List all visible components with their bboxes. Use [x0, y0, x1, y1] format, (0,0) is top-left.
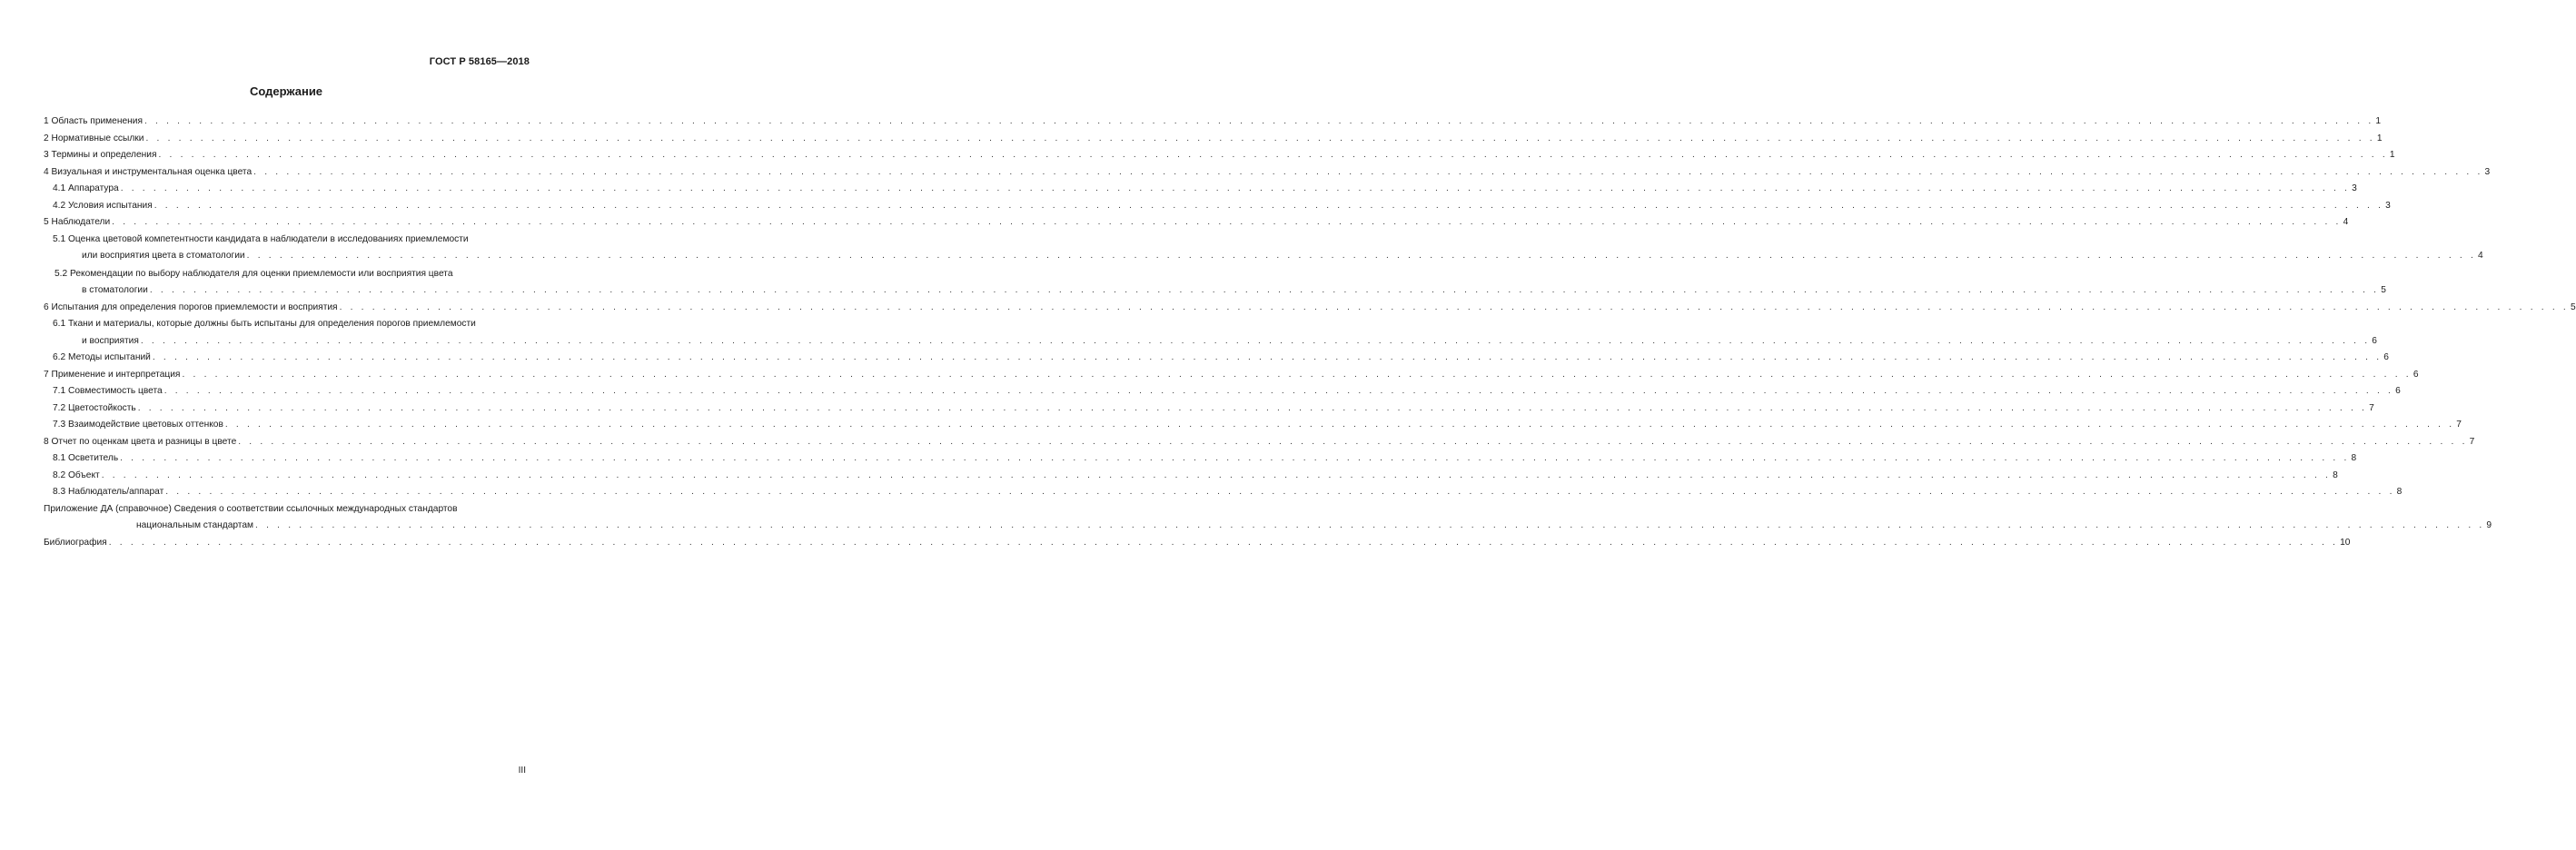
toc-entry-page: 8 — [2351, 453, 2357, 463]
toc-entry-label: 7 Применение и интерпретация — [44, 369, 181, 380]
dot-leader: . . . . . . . . . . . . . . . . . . . . . . . . . . . . . . . . . . . . . . . . . . . . . . . . . . . . . . . . . . . . . . . . . . . . . . . . . . . . . . . . . . . . . . . . . . . . . . . . . . . . . . . . . . . . . . . . . . . . . . . . . . . . . . . . . . . . . . . . . . . . . . . . . . . . . . . . . . . . . . . . . . . . . . . . . . . . . . . . . . . . . . . . . . . . . . . . . . . . . . . . . . . . — [120, 183, 2351, 193]
toc-entry-page: 1 — [2375, 116, 2382, 126]
toc-entry-label: Библиография — [44, 537, 107, 548]
toc-entry-page: 1 — [2389, 150, 2395, 160]
dot-leader: . . . . . . . . . . . . . . . . . . . . . . . . . . . . . . . . . . . . . . . . . . . . . . . . . . . . . . . . . . . . . . . . . . . . . . . . . . . . . . . . . . . . . . . . . . . . . . . . . . . . . . . . . . . . . . . . . . . . . . . . . . . . . . . . . . . . . . . . . . . . . . . . . . . . . . . . . . . . . . . . . . . . . . . . . . . . . . . . . . . . . . . . . . . . . . . . . . . . . . . . . . . . — [255, 520, 2485, 530]
toc-entry-4-2[interactable] — [44, 198, 2391, 215]
toc-entry-6-1[interactable] — [44, 316, 2377, 350]
toc-entry-page: 7 — [2369, 402, 2374, 413]
toc-entry-page: 6 — [2383, 352, 2389, 362]
dot-leader: . . . . . . . . . . . . . . . . . . . . . . . . . . . . . . . . . . . . . . . . . . . . . . . . . . . . . . . . . . . . . . . . . . . . . . . . . . . . . . . . . . . . . . . . . . . . . . . . . . . . . . . . . . . . . . . . . . . . . . . . . . . . . . . . . . . . . . . . . . . . . . . . . . . . . . . . . . . . . . . . . . . . . . . . . . . . . . . . . . . . . . . . . . . . . . . . . . . . . . . . . . . . — [165, 487, 2395, 497]
toc-entry-label: в стоматологии — [82, 285, 148, 295]
toc-entry-label: 5 Наблюдатели — [44, 217, 111, 227]
toc-entry-page: 6 — [2372, 335, 2377, 346]
toc-entry-label: 7.3 Взаимодействие цветовых оттенков — [53, 420, 223, 430]
toc-entry-label: 3 Термины и определения — [44, 150, 157, 160]
toc-entry-first-line: 5.2 Рекомендации по выбору наблюдателя для оценки приемлемости или восприятия цвета — [54, 268, 453, 279]
toc-entry-page: 6 — [2413, 369, 2419, 380]
dot-leader: . . . . . . . . . . . . . . . . . . . . . . . . . . . . . . . . . . . . . . . . . . . . . . . . . . . . . . . . . . . . . . . . . . . . . . . . . . . . . . . . . . . . . . . . . . . . . . . . . . . . . . . . . . . . . . . . . . . . . . . . . . . . . . . . . . . . . . . . . . . . . . . . . . . . . . . . . . . . . . . . . . . . . . . . . . . . . . . . . . . . . . . . . . . . . . . . . . . . . . . . . . . . — [158, 150, 2388, 160]
toc-entry-page: 4 — [2343, 217, 2349, 227]
dot-leader: . . . . . . . . . . . . . . . . . . . . . . . . . . . . . . . . . . . . . . . . . . . . . . . . . . . . . . . . . . . . . . . . . . . . . . . . . . . . . . . . . . . . . . . . . . . . . . . . . . . . . . . . . . . . . . . . . . . . . . . . . . . . . . . . . . . . . . . . . . . . . . . . . . . . . . . . . . . . . . . . . . . . . . . . . . . . . . . . . . . . . . . . . . . . . . . . . . . . . . . . . . . . — [152, 352, 2383, 362]
toc-entry-label: 2 Нормативные ссылки — [44, 133, 144, 143]
toc-entry-5[interactable] — [44, 214, 2349, 232]
toc-entry-label: 8 Отчет по оценкам цвета и разницы в цвете — [44, 436, 237, 447]
toc-entry-label: 8.2 Объект — [53, 469, 100, 480]
toc-entry-label: и восприятия — [82, 335, 139, 346]
toc-entry-label: 6.2 Методы испытаний — [53, 352, 151, 362]
toc-entry-page: 8 — [2396, 487, 2403, 497]
toc-entry-7-3[interactable] — [44, 417, 2462, 434]
toc-entry-page: 8 — [2333, 469, 2338, 480]
document-code: ГОСТ Р 58165—2018 — [429, 56, 530, 67]
toc-entry-page: 1 — [2376, 133, 2383, 143]
dot-leader: . . . . . . . . . . . . . . . . . . . . . . . . . . . . . . . . . . . . . . . . . . . . . . . . . . . . . . . . . . . . . . . . . . . . . . . . . . . . . . . . . . . . . . . . . . . . . . . . . . . . . . . . . . . . . . . . . . . . . . . . . . . . . . . . . . . . . . . . . . . . . . . . . . . . . . . . . . . . . . . . . . . . . . . . . . . . . . . . . . . . . . . . . . . . . . . . . . . . . . . . . . . . — [140, 335, 2371, 346]
toc-entry-8-3[interactable] — [44, 484, 2403, 501]
dot-leader: . . . . . . . . . . . . . . . . . . . . . . . . . . . . . . . . . . . . . . . . . . . . . . . . . . . . . . . . . . . . . . . . . . . . . . . . . . . . . . . . . . . . . . . . . . . . . . . . . . . . . . . . . . . . . . . . . . . . . . . . . . . . . . . . . . . . . . . . . . . . . . . . . . . . . . . . . . . . . . . . . . . . . . . . . . . . . . . . . . . . . . . . . . . . . . . . . . . . . . . . . . . . — [154, 200, 2384, 211]
toc-title: Содержание — [249, 84, 323, 98]
page-number-roman: III — [518, 766, 526, 776]
toc-entry-page: 3 — [2352, 183, 2357, 193]
toc-entry-1[interactable] — [44, 114, 2382, 131]
toc-entry-first-line: 5.1 Оценка цветовой компетентности кандидата в наблюдатели в исследованиях приемлемости — [53, 233, 469, 244]
toc-entry-2[interactable] — [44, 131, 2383, 148]
toc-entry-page: 7 — [2456, 420, 2462, 430]
toc-entry-page: 5 — [2570, 301, 2576, 312]
toc-entry-8-1[interactable] — [44, 450, 2357, 468]
toc-entry-label: 7.1 Совместимость цвета — [53, 386, 163, 396]
dot-leader: . . . . . . . . . . . . . . . . . . . . . . . . . . . . . . . . . . . . . . . . . . . . . . . . . . . . . . . . . . . . . . . . . . . . . . . . . . . . . . . . . . . . . . . . . . . . . . . . . . . . . . . . . . . . . . . . . . . . . . . . . . . . . . . . . . . . . . . . . . . . . . . . . . . . . . . . . . . . . . . . . . . . . . . . . . . . . . . . . . . . . . . . . . . . . . . . . . . . . . . . . . . . — [112, 217, 2342, 227]
toc-entry-label: 4.1 Аппаратура — [53, 183, 119, 193]
dot-leader: . . . . . . . . . . . . . . . . . . . . . . . . . . . . . . . . . . . . . . . . . . . . . . . . . . . . . . . . . . . . . . . . . . . . . . . . . . . . . . . . . . . . . . . . . . . . . . . . . . . . . . . . . . . . . . . . . . . . . . . . . . . . . . . . . . . . . . . . . . . . . . . . . . . . . . . . . . . . . . . . . . . . . . . . . . . . . . . . . . . . . . . . . . . . . . . . . . . . . . . . . . . . — [149, 285, 2380, 295]
toc-entry-label: 8.1 Осветитель — [53, 453, 119, 463]
toc-entry-page: 3 — [2385, 200, 2391, 211]
toc-entry-bibliography[interactable] — [44, 535, 2351, 552]
dot-leader: . . . . . . . . . . . . . . . . . . . . . . . . . . . . . . . . . . . . . . . . . . . . . . . . . . . . . . . . . . . . . . . . . . . . . . . . . . . . . . . . . . . . . . . . . . . . . . . . . . . . . . . . . . . . . . . . . . . . . . . . . . . . . . . . . . . . . . . . . . . . . . . . . . . . . . . . . . . . . . . . . . . . . . . . . . . . . . . . . . . . . . . . . . . . . . . . . . . . . . . . . . . . — [163, 386, 2394, 396]
toc-entry-label: 8.3 Наблюдатель/аппарат — [53, 487, 164, 497]
toc-entry-page: 10 — [2340, 537, 2351, 548]
toc-entry-first-line: 6.1 Ткани и материалы, которые должны быть испытаны для определения порогов приемлемости — [53, 319, 476, 329]
toc-entry-label: 4.2 Условия испытания — [53, 200, 153, 211]
toc-entry-label: 1 Область применения — [44, 116, 143, 126]
toc-entry-first-line: Приложение ДА (справочное) Сведения о соответствии ссылочных международных стандартов — [44, 503, 458, 514]
toc-entry-6[interactable] — [44, 300, 2576, 317]
table-of-contents — [44, 114, 2576, 551]
dot-leader: . . . . . . . . . . . . . . . . . . . . . . . . . . . . . . . . . . . . . . . . . . . . . . . . . . . . . . . . . . . . . . . . . . . . . . . . . . . . . . . . . . . . . . . . . . . . . . . . . . . . . . . . . . . . . . . . . . . . . . . . . . . . . . . . . . . . . . . . . . . . . . . . . . . . . . . . . . . . . . . . . . . . . . . . . . . . . . . . . . . . . . . . . . . . . . . . . . . . . . . . . . . . — [144, 116, 2374, 126]
dot-leader: . . . . . . . . . . . . . . . . . . . . . . . . . . . . . . . . . . . . . . . . . . . . . . . . . . . . . . . . . . . . . . . . . . . . . . . . . . . . . . . . . . . . . . . . . . . . . . . . . . . . . . . . . . . . . . . . . . . . . . . . . . . . . . . . . . . . . . . . . . . . . . . . . . . . . . . . . . . . . . . . . . . . . . . . . . . . . . . . . . . . . . . . . . . . . . . . . . . . . . . . . . . . — [145, 133, 2375, 143]
toc-entry-6-2[interactable] — [44, 350, 2389, 367]
toc-entry-page: 6 — [2395, 386, 2401, 396]
dot-leader: . . . . . . . . . . . . . . . . . . . . . . . . . . . . . . . . . . . . . . . . . . . . . . . . . . . . . . . . . . . . . . . . . . . . . . . . . . . . . . . . . . . . . . . . . . . . . . . . . . . . . . . . . . . . . . . . . . . . . . . . . . . . . . . . . . . . . . . . . . . . . . . . . . . . . . . . . . . . . . . . . . . . . . . . . . . . . . . . . . . . . . . . . . . . . . . . . . . . . . . . . . . . — [253, 166, 2483, 177]
dot-leader: . . . . . . . . . . . . . . . . . . . . . . . . . . . . . . . . . . . . . . . . . . . . . . . . . . . . . . . . . . . . . . . . . . . . . . . . . . . . . . . . . . . . . . . . . . . . . . . . . . . . . . . . . . . . . . . . . . . . . . . . . . . . . . . . . . . . . . . . . . . . . . . . . . . . . . . . . . . . . . . . . . . . . . . . . . . . . . . . . . . . . . . . . . . . . . . . . . . . . . . . . . . . — [339, 301, 2569, 312]
toc-entry-label: 6 Испытания для определения порогов приемлемости и восприятия — [44, 301, 338, 312]
toc-entry-label: 7.2 Цветостойкость — [53, 402, 136, 413]
toc-entry-7[interactable] — [44, 367, 2419, 384]
toc-entry-7-1[interactable] — [44, 383, 2401, 400]
dot-leader: . . . . . . . . . . . . . . . . . . . . . . . . . . . . . . . . . . . . . . . . . . . . . . . . . . . . . . . . . . . . . . . . . . . . . . . . . . . . . . . . . . . . . . . . . . . . . . . . . . . . . . . . . . . . . . . . . . . . . . . . . . . . . . . . . . . . . . . . . . . . . . . . . . . . . . . . . . . . . . . . . . . . . . . . . . . . . . . . . . . . . . . . . . . . . . . . . . . . . . . . . . . . — [137, 402, 2368, 413]
toc-entry-4-1[interactable] — [44, 181, 2357, 198]
toc-entry-label: 4 Визуальная и инструментальная оценка цвета — [44, 166, 253, 177]
toc-entry-page: 3 — [2484, 166, 2491, 177]
toc-entry-5-1[interactable] — [44, 232, 2483, 265]
toc-entry-page: 4 — [2478, 251, 2483, 261]
dot-leader: . . . . . . . . . . . . . . . . . . . . . . . . . . . . . . . . . . . . . . . . . . . . . . . . . . . . . . . . . . . . . . . . . . . . . . . . . . . . . . . . . . . . . . . . . . . . . . . . . . . . . . . . . . . . . . . . . . . . . . . . . . . . . . . . . . . . . . . . . . . . . . . . . . . . . . . . . . . . . . . . . . . . . . . . . . . . . . . . . . . . . . . . . . . . . . . . . . . . . . . . . . . . — [120, 453, 2350, 463]
dot-leader: . . . . . . . . . . . . . . . . . . . . . . . . . . . . . . . . . . . . . . . . . . . . . . . . . . . . . . . . . . . . . . . . . . . . . . . . . . . . . . . . . . . . . . . . . . . . . . . . . . . . . . . . . . . . . . . . . . . . . . . . . . . . . . . . . . . . . . . . . . . . . . . . . . . . . . . . . . . . . . . . . . . . . . . . . . . . . . . . . . . . . . . . . . . . . . . . . . . . . . . . . . . . — [182, 369, 2412, 380]
toc-entry-7-2[interactable] — [44, 400, 2374, 418]
toc-entry-label: или восприятия цвета в стоматологии — [82, 251, 245, 261]
toc-entry-8-2[interactable] — [44, 468, 2338, 485]
toc-entry-page: 5 — [2381, 285, 2386, 295]
toc-entry-3[interactable] — [44, 147, 2395, 164]
toc-entry-5-2[interactable] — [44, 266, 2386, 300]
dot-leader: . . . . . . . . . . . . . . . . . . . . . . . . . . . . . . . . . . . . . . . . . . . . . . . . . . . . . . . . . . . . . . . . . . . . . . . . . . . . . . . . . . . . . . . . . . . . . . . . . . . . . . . . . . . . . . . . . . . . . . . . . . . . . . . . . . . . . . . . . . . . . . . . . . . . . . . . . . . . . . . . . . . . . . . . . . . . . . . . . . . . . . . . . . . . . . . . . . . . . . . . . . . . — [224, 420, 2455, 430]
toc-entry-page: 7 — [2469, 436, 2475, 447]
dot-leader: . . . . . . . . . . . . . . . . . . . . . . . . . . . . . . . . . . . . . . . . . . . . . . . . . . . . . . . . . . . . . . . . . . . . . . . . . . . . . . . . . . . . . . . . . . . . . . . . . . . . . . . . . . . . . . . . . . . . . . . . . . . . . . . . . . . . . . . . . . . . . . . . . . . . . . . . . . . . . . . . . . . . . . . . . . . . . . . . . . . . . . . . . . . . . . . . . . . . . . . . . . . . — [238, 436, 2468, 447]
dot-leader: . . . . . . . . . . . . . . . . . . . . . . . . . . . . . . . . . . . . . . . . . . . . . . . . . . . . . . . . . . . . . . . . . . . . . . . . . . . . . . . . . . . . . . . . . . . . . . . . . . . . . . . . . . . . . . . . . . . . . . . . . . . . . . . . . . . . . . . . . . . . . . . . . . . . . . . . . . . . . . . . . . . . . . . . . . . . . . . . . . . . . . . . . . . . . . . . . . . . . . . . . . . . — [246, 251, 2477, 261]
toc-entry-label: национальным стандартам — [136, 520, 254, 530]
dot-leader: . . . . . . . . . . . . . . . . . . . . . . . . . . . . . . . . . . . . . . . . . . . . . . . . . . . . . . . . . . . . . . . . . . . . . . . . . . . . . . . . . . . . . . . . . . . . . . . . . . . . . . . . . . . . . . . . . . . . . . . . . . . . . . . . . . . . . . . . . . . . . . . . . . . . . . . . . . . . . . . . . . . . . . . . . . . . . . . . . . . . . . . . . . . . . . . . . . . . . . . . . . . . — [108, 537, 2339, 548]
toc-entry-4[interactable] — [44, 164, 2491, 182]
toc-entry-appendix-da[interactable] — [44, 501, 2492, 535]
toc-entry-page: 9 — [2486, 520, 2492, 530]
dot-leader: . . . . . . . . . . . . . . . . . . . . . . . . . . . . . . . . . . . . . . . . . . . . . . . . . . . . . . . . . . . . . . . . . . . . . . . . . . . . . . . . . . . . . . . . . . . . . . . . . . . . . . . . . . . . . . . . . . . . . . . . . . . . . . . . . . . . . . . . . . . . . . . . . . . . . . . . . . . . . . . . . . . . . . . . . . . . . . . . . . . . . . . . . . . . . . . . . . . . . . . . . . . . — [101, 469, 2332, 480]
toc-entry-8[interactable] — [44, 434, 2475, 451]
